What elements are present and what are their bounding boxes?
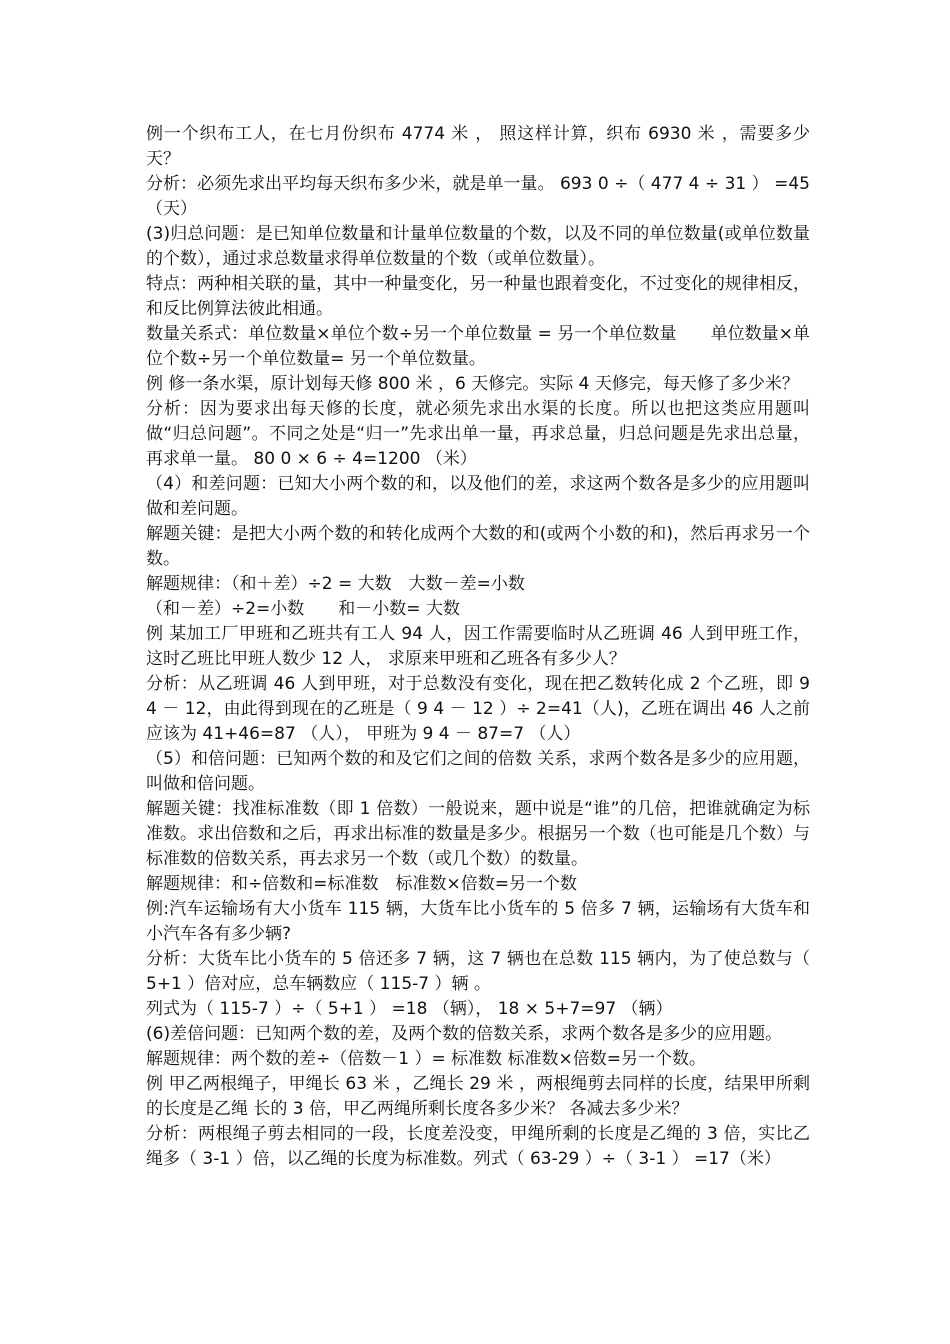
paragraph: 分析：必须先求出平均每天织布多少米，就是单一量。 693 0 ÷（ 477 4 ÷ 31 ） =45 （天）	[146, 174, 810, 219]
paragraph: 例 甲乙两根绳子，甲绳长 63 米 ，乙绳长 29 米 ，两根绳剪去同样的长度，结果甲所剩的长度是乙绳 长的 3 倍，甲乙两绳所剩长度各多少米？ 各减去多少米？	[146, 1074, 810, 1119]
paragraph: 例 修一条水渠，原计划每天修 800 米 ，6 天修完。实际 4 天修完，每天修了多少米？	[146, 374, 799, 394]
document-body	[146, 122, 810, 1172]
paragraph: (6)差倍问题：已知两个数的差，及两个数的倍数关系，求两个数各是多少的应用题。	[146, 1024, 783, 1044]
paragraph: 分析：两根绳子剪去相同的一段，长度差没变，甲绳所剩的长度是乙绳的 3 倍，实比乙绳多（ 3-1 ）倍，以乙绳的长度为标准数。列式（ 63-29 ）÷（ 3-1 ） =17（米）	[146, 1124, 810, 1169]
paragraph: 解题规律：和÷倍数和=标准数 标准数×倍数=另一个数	[146, 874, 577, 894]
paragraph: 分析：因为要求出每天修的长度，就必须先求出水渠的长度。所以也把这类应用题叫做“归总问题”。不同之处是“归一”先求出单一量，再求总量，归总问题是先求出总量，再求单一量。 80 0 × 6 ÷ 4=1200 （米）	[146, 399, 810, 469]
paragraph: 解题规律：（和＋差）÷2 = 大数 大数－差=小数	[146, 574, 525, 594]
paragraph: 解题关键：找准标准数（即 1 倍数）一般说来，题中说是“谁”的几倍，把谁就确定为标准数。求出倍数和之后，再求出标准的数量是多少。根据另一个数（也可能是几个数）与标准数的倍数关系，再去求另一个数（或几个数）的数量。	[146, 799, 810, 869]
paragraph: （5）和倍问题：已知两个数的和及它们之间的倍数 关系，求两个数各是多少的应用题， 叫做和倍问题。	[146, 749, 810, 794]
paragraph: 例 某加工厂甲班和乙班共有工人 94 人，因工作需要临时从乙班调 46 人到甲班工作，这时乙班比甲班人数少 12 人， 求原来甲班和乙班各有多少人？	[146, 624, 810, 669]
paragraph: （4）和差问题：已知大小两个数的和，以及他们的差，求这两个数各是多少的应用题叫做和差问题。	[146, 474, 810, 519]
paragraph: 列式为（ 115-7 ）÷（ 5+1 ） =18 （辆）， 18 × 5+7=97 （辆）	[146, 999, 673, 1019]
paragraph: 分析：从乙班调 46 人到甲班，对于总数没有变化，现在把乙数转化成 2 个乙班，即 9 4 － 12，由此得到现在的乙班是（ 9 4 － 12 ）÷ 2=41（人)，乙班在调出 46 人之前应该为 41+46=87 （人）， 甲班为 9 4 － 87=7 （人）	[146, 674, 810, 744]
paragraph: (3)归总问题：是已知单位数量和计量单位数量的个数，以及不同的单位数量(或单位数量的个数），通过求总数量求得单位数量的个数（或单位数量）。	[146, 224, 810, 269]
paragraph: 解题规律：两个数的差÷（倍数－1 ）= 标准数 标准数×倍数=另一个数。	[146, 1049, 707, 1069]
paragraph: 解题关键：是把大小两个数的和转化成两个大数的和(或两个小数的和)，然后再求另一个数。	[146, 524, 810, 569]
paragraph: 例一个织布工人，在七月份织布 4774 米 ， 照这样计算，织布 6930 米 ，需要多少天？	[146, 124, 810, 169]
paragraph: 数量关系式：单位数量×单位个数÷另一个单位数量 = 另一个单位数量 单位数量×单位个数÷另一个单位数量= 另一个单位数量。	[146, 324, 810, 369]
paragraph: （和－差）÷2=小数 和－小数= 大数	[146, 599, 460, 619]
paragraph: 例:汽车运输场有大小货车 115 辆，大货车比小货车的 5 倍多 7 辆，运输场有大货车和小汽车各有多少辆?	[146, 899, 810, 944]
paragraph: 特点：两种相关联的量，其中一种量变化，另一种量也跟着变化，不过变化的规律相反，和反比例算法彼此相通。	[146, 274, 810, 319]
paragraph: 分析：大货车比小货车的 5 倍还多 7 辆，这 7 辆也在总数 115 辆内，为了使总数与（ 5+1 ）倍对应，总车辆数应（ 115-7 ）辆 。	[146, 949, 810, 994]
